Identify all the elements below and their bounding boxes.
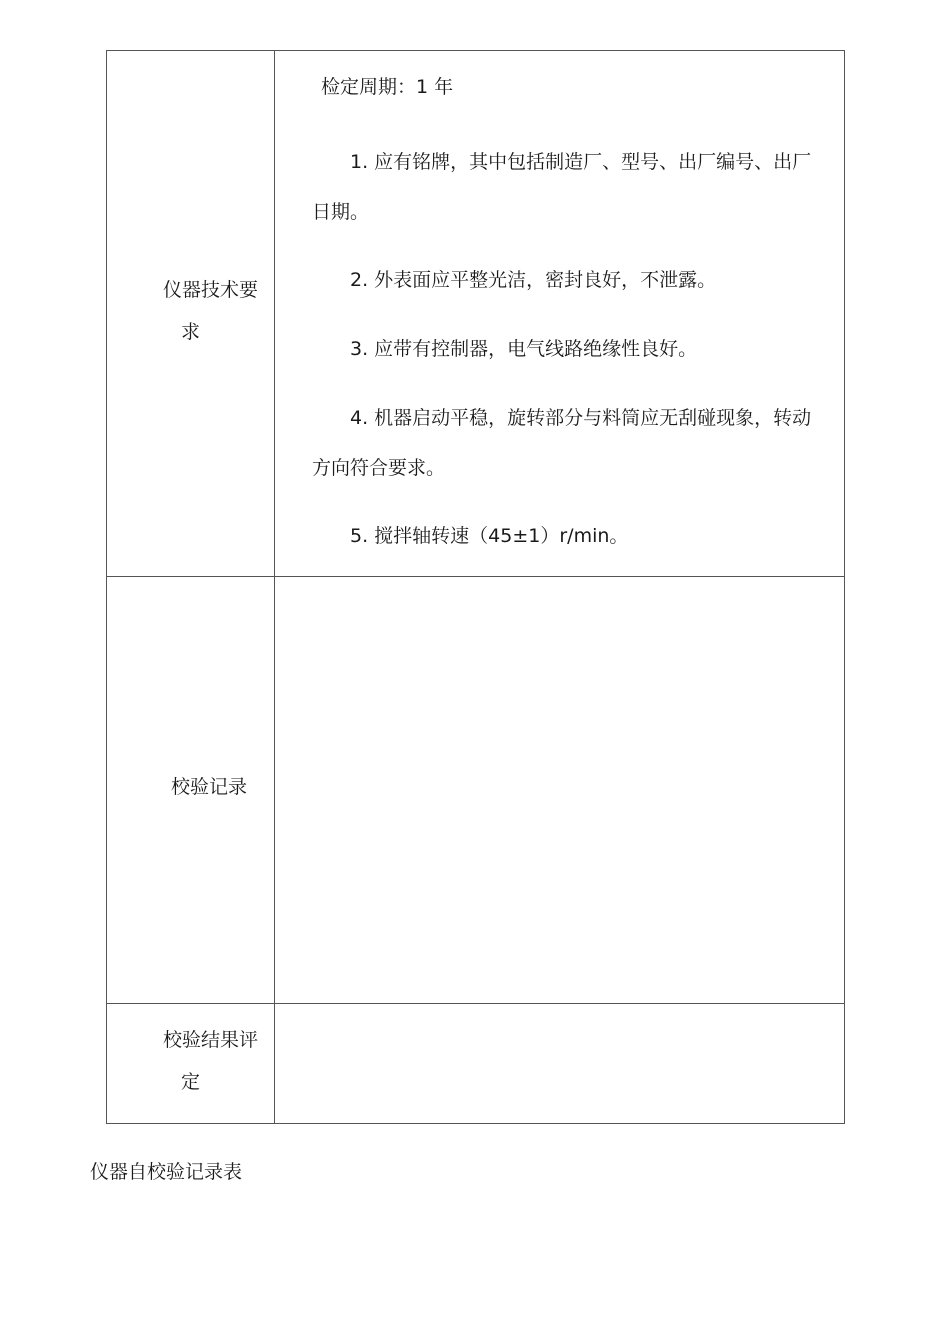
requirement-item-4-cont: 方向符合要求。 bbox=[312, 457, 446, 479]
label-line-1: 仪器技术要 bbox=[163, 279, 259, 301]
row-label-result bbox=[107, 1004, 274, 1124]
requirement-item-5: 5. 搅拌轴转速（45±1）r/min。 bbox=[350, 525, 629, 547]
label-line-1: 校验结果评 bbox=[163, 1029, 259, 1051]
label-text: 校验记录 bbox=[171, 776, 248, 798]
calibration-table bbox=[106, 50, 845, 1124]
calibration-period: 检定周期：1 年 bbox=[321, 76, 454, 98]
requirement-item-1-cont: 日期。 bbox=[312, 201, 370, 223]
result-content-cell bbox=[275, 1004, 844, 1124]
requirement-item-4: 4. 机器启动平稳，旋转部分与料筒应无刮碰现象，转动 bbox=[350, 407, 812, 429]
row-label-requirements bbox=[107, 51, 274, 576]
record-content-cell bbox=[275, 577, 844, 1003]
requirements-content bbox=[275, 51, 844, 576]
row-label-record bbox=[107, 577, 274, 1003]
label-line-2: 定 bbox=[181, 1071, 201, 1093]
label-line-2: 求 bbox=[181, 321, 201, 343]
requirement-item-1: 1. 应有铭牌，其中包括制造厂、型号、出厂编号、出厂 bbox=[350, 151, 812, 173]
requirement-item-2: 2. 外表面应平整光洁，密封良好，不泄露。 bbox=[350, 269, 717, 291]
requirement-item-3: 3. 应带有控制器，电气线路绝缘性良好。 bbox=[350, 338, 698, 360]
document-caption: 仪器自校验记录表 bbox=[90, 1161, 243, 1183]
